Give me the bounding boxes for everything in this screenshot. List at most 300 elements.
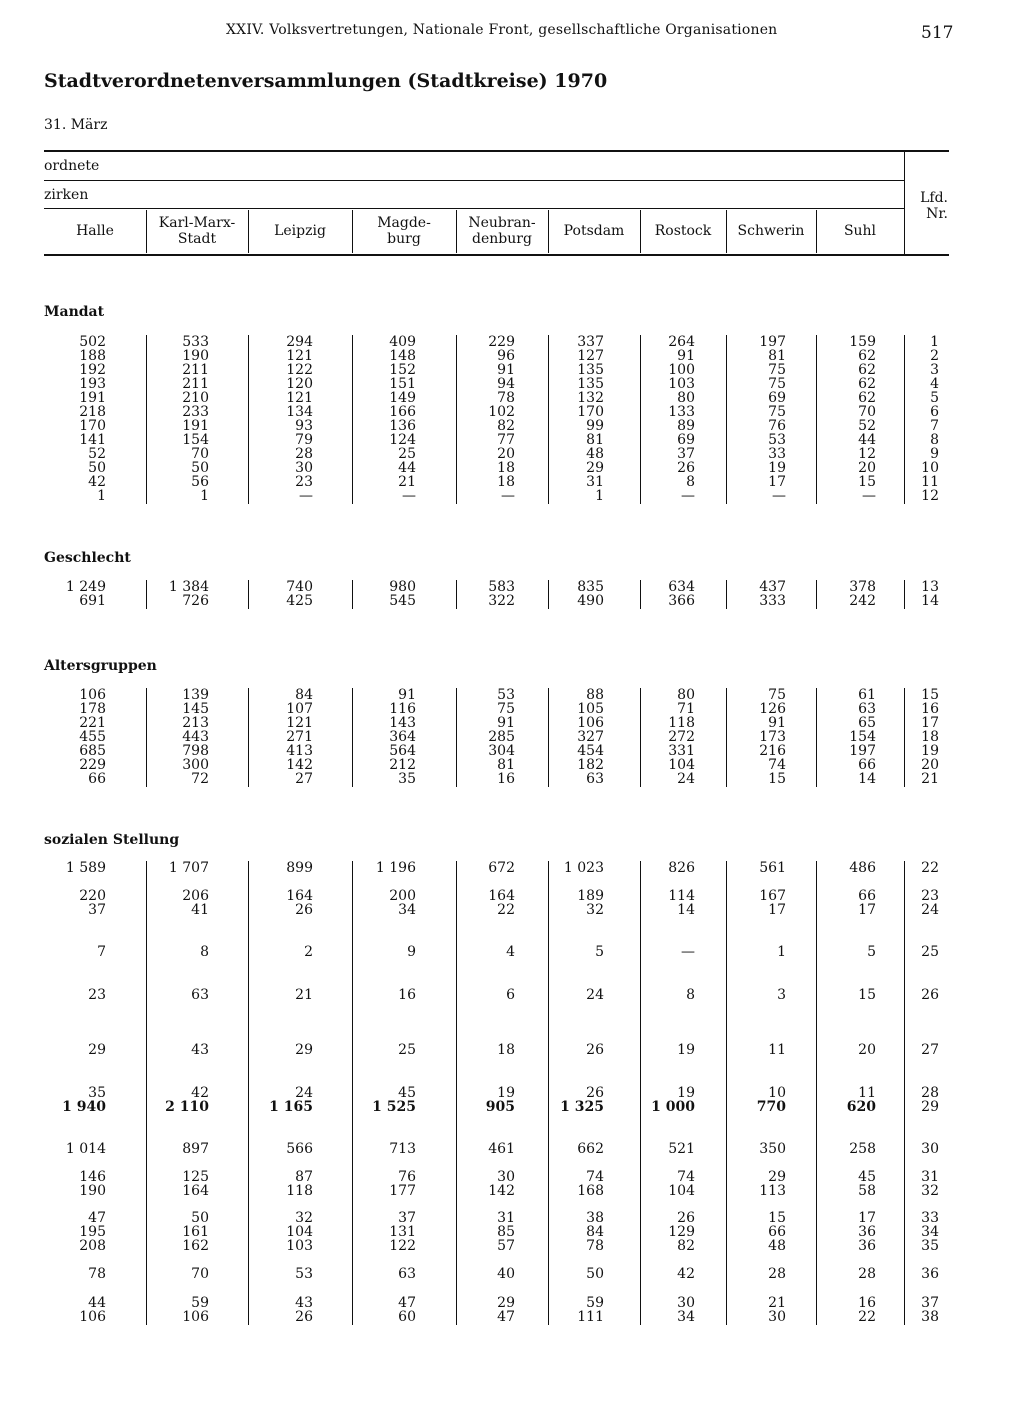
table-cell: 132: [577, 390, 604, 406]
table-cell: 82: [497, 418, 515, 434]
table-cell: —: [501, 488, 515, 504]
table-cell: 70: [191, 446, 209, 462]
table-cell: 114: [668, 888, 695, 904]
table-cell: 104: [668, 757, 695, 773]
table-cell: 26: [295, 1309, 313, 1325]
table-cell: 212: [389, 757, 416, 773]
table-cell: 59: [191, 1295, 209, 1311]
table-cell: 177: [389, 1183, 416, 1199]
table-cell: 2: [304, 944, 313, 960]
table-cell: 1 707: [168, 860, 209, 876]
table-cell: 66: [768, 1224, 786, 1240]
table-cell: 65: [858, 715, 876, 731]
table-cell: 53: [497, 687, 515, 703]
table-cell: 69: [768, 390, 786, 406]
table-cell: 154: [182, 432, 209, 448]
table-cell: 20: [858, 1042, 876, 1058]
table-cell: 141: [79, 432, 106, 448]
row-number: 28: [921, 1085, 939, 1101]
table-cell: 218: [79, 404, 106, 420]
header-row-ordnete: ordnete: [44, 158, 100, 174]
row-number: 23: [921, 888, 939, 904]
table-cell: 300: [182, 757, 209, 773]
table-cell: 131: [389, 1224, 416, 1240]
table-cell: 12: [858, 446, 876, 462]
table-cell: 437: [759, 579, 786, 595]
table-cell: 48: [768, 1238, 786, 1254]
table-cell: 1 249: [65, 579, 106, 595]
table-cell: 20: [858, 460, 876, 476]
row-number: 9: [930, 446, 939, 462]
body-column-separator: [456, 335, 457, 504]
header-top-rule: [44, 150, 949, 152]
table-cell: 167: [759, 888, 786, 904]
body-column-separator: [904, 580, 905, 609]
table-cell: 28: [858, 1266, 876, 1282]
table-cell: 44: [398, 460, 416, 476]
table-cell: 168: [577, 1183, 604, 1199]
table-cell: 80: [677, 687, 695, 703]
table-cell: 78: [88, 1266, 106, 1282]
table-cell: 29: [768, 1169, 786, 1185]
table-cell: 30: [768, 1309, 786, 1325]
table-cell: 11: [858, 1085, 876, 1101]
table-cell: 21: [398, 474, 416, 490]
header-column-separator: [816, 210, 817, 253]
table-cell: 72: [191, 771, 209, 787]
table-cell: 1 325: [560, 1099, 604, 1115]
table-cell: 4: [506, 944, 515, 960]
table-cell: 28: [768, 1266, 786, 1282]
table-cell: 826: [668, 860, 695, 876]
section-label: Mandat: [44, 304, 105, 320]
table-cell: 490: [577, 593, 604, 609]
table-cell: 40: [497, 1266, 515, 1282]
table-cell: 78: [586, 1238, 604, 1254]
row-number: 16: [921, 701, 939, 717]
body-column-separator: [816, 688, 817, 787]
table-cell: —: [862, 488, 876, 504]
table-cell: 10: [768, 1085, 786, 1101]
table-cell: 91: [677, 348, 695, 364]
table-cell: 1 196: [375, 860, 416, 876]
row-number: 2: [930, 348, 939, 364]
table-cell: 38: [586, 1210, 604, 1226]
table-cell: 333: [759, 593, 786, 609]
table-cell: 34: [398, 902, 416, 918]
row-number: 6: [930, 404, 939, 420]
table-cell: 25: [398, 1042, 416, 1058]
table-cell: —: [299, 488, 313, 504]
table-cell: 233: [182, 404, 209, 420]
table-cell: 14: [677, 902, 695, 918]
table-cell: 19: [677, 1042, 695, 1058]
body-column-separator: [248, 335, 249, 504]
table-cell: 145: [182, 701, 209, 717]
row-number: 5: [930, 390, 939, 406]
table-cell: 620: [846, 1099, 876, 1115]
table-cell: 45: [858, 1169, 876, 1185]
table-cell: 1 940: [62, 1099, 106, 1115]
table-cell: 66: [858, 757, 876, 773]
table-cell: 91: [497, 715, 515, 731]
table-cell: 105: [577, 701, 604, 717]
table-cell: 19: [768, 460, 786, 476]
body-column-separator: [640, 580, 641, 609]
table-cell: 229: [79, 757, 106, 773]
body-column-separator: [548, 580, 549, 609]
body-column-separator: [640, 861, 641, 1325]
table-cell: 162: [182, 1238, 209, 1254]
table-cell: 1: [200, 488, 209, 504]
table-cell: 133: [668, 404, 695, 420]
table-cell: 56: [191, 474, 209, 490]
table-cell: 213: [182, 715, 209, 731]
table-cell: 192: [79, 362, 106, 378]
table-cell: 9: [407, 944, 416, 960]
table-cell: 583: [488, 579, 515, 595]
table-cell: 672: [488, 860, 515, 876]
table-cell: 42: [88, 474, 106, 490]
body-column-separator: [726, 580, 727, 609]
table-cell: 166: [389, 404, 416, 420]
table-cell: 149: [389, 390, 416, 406]
table-cell: 304: [488, 743, 515, 759]
table-cell: 1 589: [65, 860, 106, 876]
table-cell: 461: [488, 1141, 515, 1157]
row-number: 3: [930, 362, 939, 378]
table-cell: 63: [191, 987, 209, 1003]
table-cell: 18: [497, 460, 515, 476]
table-cell: 78: [497, 390, 515, 406]
table-cell: 272: [668, 729, 695, 745]
table-cell: 258: [849, 1141, 876, 1157]
row-number: 27: [921, 1042, 939, 1058]
table-cell: 35: [398, 771, 416, 787]
table-cell: 191: [182, 418, 209, 434]
table-cell: 24: [586, 987, 604, 1003]
header-bottom-rule: [44, 254, 949, 256]
body-column-separator: [352, 861, 353, 1325]
header-column-separator: [352, 210, 353, 253]
table-cell: 19: [497, 1085, 515, 1101]
table-cell: 455: [79, 729, 106, 745]
table-cell: 107: [286, 701, 313, 717]
section-label: sozialen Stellung: [44, 832, 180, 848]
table-cell: 135: [577, 376, 604, 392]
lfd-separator: [904, 152, 905, 254]
row-number: 12: [921, 488, 939, 504]
table-cell: 142: [488, 1183, 515, 1199]
table-cell: 94: [497, 376, 515, 392]
table-cell: 82: [677, 1238, 695, 1254]
row-number: 4: [930, 376, 939, 392]
table-cell: 170: [79, 418, 106, 434]
table-cell: 118: [286, 1183, 313, 1199]
body-column-separator: [816, 335, 817, 504]
table-cell: 152: [389, 362, 416, 378]
table-cell: 327: [577, 729, 604, 745]
body-column-separator: [548, 335, 549, 504]
table-cell: 195: [79, 1224, 106, 1240]
body-column-separator: [904, 861, 905, 1325]
table-cell: 29: [295, 1042, 313, 1058]
table-cell: 121: [286, 348, 313, 364]
header-rule-3: [44, 208, 904, 209]
table-cell: 182: [577, 757, 604, 773]
table-cell: 124: [389, 432, 416, 448]
table-cell: 47: [88, 1210, 106, 1226]
table-cell: 662: [577, 1141, 604, 1157]
table-cell: 294: [286, 334, 313, 350]
table-cell: 45: [398, 1085, 416, 1101]
table-cell: 127: [577, 348, 604, 364]
table-cell: 139: [182, 687, 209, 703]
table-cell: 62: [858, 362, 876, 378]
table-cell: 29: [497, 1295, 515, 1311]
table-cell: 74: [586, 1169, 604, 1185]
table-cell: 111: [577, 1309, 604, 1325]
table-cell: 835: [577, 579, 604, 595]
row-number: 10: [921, 460, 939, 476]
table-cell: 23: [88, 987, 106, 1003]
table-cell: 106: [577, 715, 604, 731]
table-cell: 113: [759, 1183, 786, 1199]
body-column-separator: [640, 335, 641, 504]
table-cell: 28: [295, 446, 313, 462]
body-column-separator: [816, 861, 817, 1325]
section-label: Geschlecht: [44, 550, 131, 566]
table-cell: 14: [858, 771, 876, 787]
header-column-separator: [548, 210, 549, 253]
table-cell: 159: [849, 334, 876, 350]
table-cell: 798: [182, 743, 209, 759]
table-cell: 50: [191, 1210, 209, 1226]
body-column-separator: [146, 580, 147, 609]
table-cell: 91: [497, 362, 515, 378]
table-cell: 25: [398, 446, 416, 462]
table-cell: 486: [849, 860, 876, 876]
table-cell: 36: [858, 1224, 876, 1240]
table-cell: 425: [286, 593, 313, 609]
body-column-separator: [640, 688, 641, 787]
table-cell: 70: [858, 404, 876, 420]
row-number: 11: [921, 474, 939, 490]
page-number: 517: [921, 23, 954, 43]
table-cell: 61: [858, 687, 876, 703]
table-cell: 11: [768, 1042, 786, 1058]
header-column-separator: [726, 210, 727, 253]
body-column-separator: [352, 335, 353, 504]
body-column-separator: [726, 688, 727, 787]
table-cell: 42: [191, 1085, 209, 1101]
row-number: 30: [921, 1141, 939, 1157]
table-cell: 191: [79, 390, 106, 406]
table-cell: 21: [295, 987, 313, 1003]
table-cell: 29: [88, 1042, 106, 1058]
body-column-separator: [352, 688, 353, 787]
table-cell: 193: [79, 376, 106, 392]
body-column-separator: [248, 580, 249, 609]
column-header-leipzig: Leipzig: [274, 223, 326, 239]
table-cell: 35: [88, 1085, 106, 1101]
table-cell: 206: [182, 888, 209, 904]
table-cell: 135: [577, 362, 604, 378]
table-cell: 164: [286, 888, 313, 904]
row-number: 26: [921, 987, 939, 1003]
table-cell: 566: [286, 1141, 313, 1157]
table-cell: 143: [389, 715, 416, 731]
row-number: 32: [921, 1183, 939, 1199]
table-cell: 1: [97, 488, 106, 504]
table-cell: 62: [858, 390, 876, 406]
table-cell: 154: [849, 729, 876, 745]
body-column-separator: [248, 688, 249, 787]
header-column-separator: [456, 210, 457, 253]
header-column-separator: [146, 210, 147, 253]
row-number: 36: [921, 1266, 939, 1282]
table-cell: 63: [858, 701, 876, 717]
table-cell: 3: [777, 987, 786, 1003]
table-cell: 905: [485, 1099, 515, 1115]
table-cell: 41: [191, 902, 209, 918]
column-header-karlmarxstadt: Karl-Marx- Stadt: [158, 215, 236, 247]
table-cell: 413: [286, 743, 313, 759]
row-number: 14: [921, 593, 939, 609]
table-cell: 1 384: [168, 579, 209, 595]
table-cell: 71: [677, 701, 695, 717]
section-label: Altersgruppen: [44, 658, 157, 674]
table-cell: 44: [88, 1295, 106, 1311]
table-cell: 43: [295, 1295, 313, 1311]
table-cell: 409: [389, 334, 416, 350]
row-number: 29: [921, 1099, 939, 1115]
table-cell: 634: [668, 579, 695, 595]
table-cell: 53: [768, 432, 786, 448]
table-cell: 62: [858, 348, 876, 364]
row-number: 13: [921, 579, 939, 595]
table-cell: 561: [759, 860, 786, 876]
table-cell: 208: [79, 1238, 106, 1254]
table-cell: 79: [295, 432, 313, 448]
table-cell: 121: [286, 715, 313, 731]
table-cell: 29: [586, 460, 604, 476]
table-cell: 211: [182, 376, 209, 392]
table-cell: 210: [182, 390, 209, 406]
table-cell: 5: [867, 944, 876, 960]
table-cell: 84: [586, 1224, 604, 1240]
table-cell: 173: [759, 729, 786, 745]
table-cell: 364: [389, 729, 416, 745]
page-title: Stadtverordnetenversammlungen (Stadtkreise) 1970: [44, 70, 608, 92]
table-cell: 221: [79, 715, 106, 731]
table-cell: 103: [286, 1238, 313, 1254]
table-cell: 980: [389, 579, 416, 595]
column-header-halle: Halle: [76, 223, 114, 239]
table-cell: 899: [286, 860, 313, 876]
table-cell: 26: [677, 460, 695, 476]
table-cell: 104: [286, 1224, 313, 1240]
table-cell: 189: [577, 888, 604, 904]
table-cell: 106: [79, 1309, 106, 1325]
table-cell: 211: [182, 362, 209, 378]
table-cell: 2 110: [165, 1099, 209, 1115]
table-cell: 533: [182, 334, 209, 350]
table-cell: 37: [398, 1210, 416, 1226]
table-cell: 20: [497, 446, 515, 462]
body-column-separator: [726, 861, 727, 1325]
header-column-separator: [640, 210, 641, 253]
table-cell: 106: [79, 687, 106, 703]
table-cell: 18: [497, 474, 515, 490]
column-header-schwerin: Schwerin: [737, 223, 805, 239]
table-cell: 58: [858, 1183, 876, 1199]
table-cell: 21: [768, 1295, 786, 1311]
table-cell: 50: [88, 460, 106, 476]
table-cell: 15: [858, 987, 876, 1003]
table-cell: 188: [79, 348, 106, 364]
table-cell: 17: [858, 1210, 876, 1226]
table-cell: 770: [756, 1099, 786, 1115]
table-cell: 32: [586, 902, 604, 918]
table-cell: 76: [768, 418, 786, 434]
table-cell: 220: [79, 888, 106, 904]
table-cell: 120: [286, 376, 313, 392]
table-cell: 88: [586, 687, 604, 703]
table-cell: 331: [668, 743, 695, 759]
table-cell: 19: [677, 1085, 695, 1101]
table-cell: 16: [858, 1295, 876, 1311]
table-cell: 116: [389, 701, 416, 717]
table-cell: 122: [286, 362, 313, 378]
body-column-separator: [726, 335, 727, 504]
table-cell: 16: [497, 771, 515, 787]
table-cell: 5: [595, 944, 604, 960]
header-rule-2: [44, 180, 904, 181]
body-column-separator: [904, 688, 905, 787]
table-cell: 285: [488, 729, 515, 745]
body-column-separator: [146, 861, 147, 1325]
table-cell: 57: [497, 1238, 515, 1254]
table-cell: 685: [79, 743, 106, 759]
body-column-separator: [146, 688, 147, 787]
table-cell: 136: [389, 418, 416, 434]
table-cell: —: [681, 488, 695, 504]
table-cell: 521: [668, 1141, 695, 1157]
table-cell: 443: [182, 729, 209, 745]
table-cell: 122: [389, 1238, 416, 1254]
table-cell: 740: [286, 579, 313, 595]
table-cell: 170: [577, 404, 604, 420]
running-head: XXIV. Volksvertretungen, Nationale Front, gesellschaftliche Organisationen: [226, 22, 778, 38]
table-cell: 134: [286, 404, 313, 420]
column-header-potsdam: Potsdam: [563, 223, 625, 239]
table-cell: 6: [506, 987, 515, 1003]
table-cell: 350: [759, 1141, 786, 1157]
table-cell: 32: [295, 1210, 313, 1226]
table-cell: 8: [200, 944, 209, 960]
row-number: 34: [921, 1224, 939, 1240]
table-cell: 75: [768, 687, 786, 703]
table-cell: 8: [686, 987, 695, 1003]
table-cell: 60: [398, 1309, 416, 1325]
column-header-neubrandenburg: Neubran- denburg: [468, 215, 536, 247]
column-header-magdeburg: Magde- burg: [377, 215, 431, 247]
table-cell: 1 014: [65, 1141, 106, 1157]
row-number: 22: [921, 860, 939, 876]
table-cell: 33: [768, 446, 786, 462]
table-cell: 89: [677, 418, 695, 434]
